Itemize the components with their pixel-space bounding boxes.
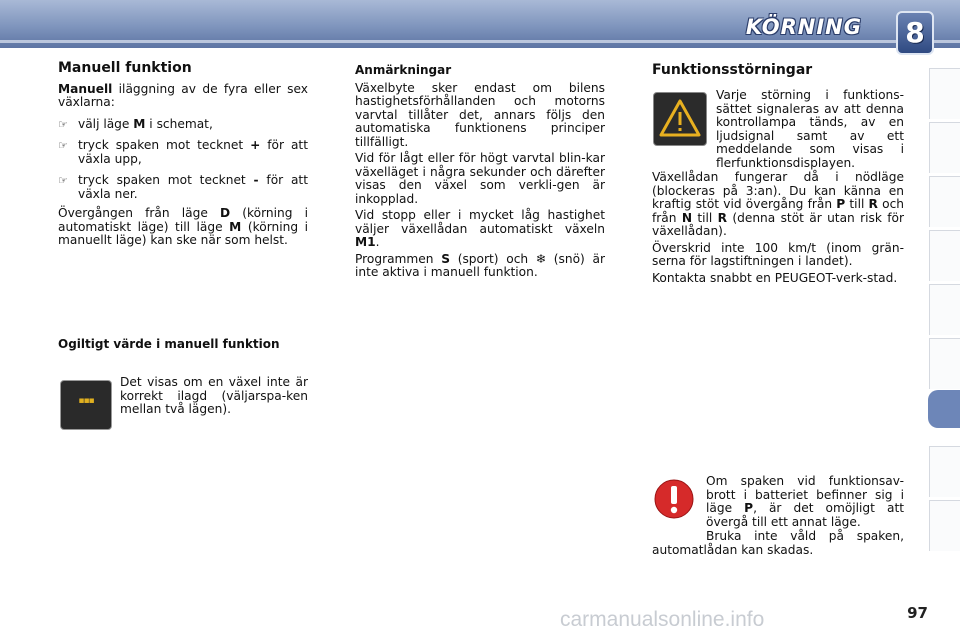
- mode-key: M: [229, 219, 242, 234]
- bullet-text: i schemat,: [145, 116, 213, 131]
- bullet-text: för att växla ner.: [78, 173, 308, 201]
- section-title-malfunctions: Funktionsstörningar: [652, 62, 813, 78]
- gear-key: P: [744, 501, 754, 515]
- snowflake-icon: ❄: [535, 251, 547, 266]
- mode-key: D: [220, 206, 231, 220]
- gear-key: R: [868, 197, 878, 211]
- paragraph-text: Om spaken vid funktionsav-brott i batteriet befinner sig i läge: [706, 474, 904, 515]
- chapter-tab[interactable]: [929, 500, 960, 551]
- bullet-key: +: [250, 138, 261, 152]
- gear-key: N: [681, 210, 693, 225]
- notes-paragraph-2: Vid för lågt eller för högt varvtal blin-kar växelläget i några sekunder och därefter visas den växel som verkli-gen är inkopplad.: [355, 151, 605, 206]
- malfunction-paragraph-3: Kontakta snabbt en PEUGEOT-verk-stad.: [652, 270, 898, 285]
- paragraph-text: (denna stöt är utan risk för växellådan).: [652, 210, 904, 238]
- gear-key: M1: [355, 235, 376, 249]
- bullet-key: M: [133, 116, 146, 131]
- chapter-tab[interactable]: [929, 338, 960, 389]
- transition-paragraph: [58, 207, 308, 248]
- chapter-tab[interactable]: [929, 176, 960, 227]
- paragraph-text: och från: [652, 197, 904, 225]
- section-subtitle-invalid: Ogiltigt värde i manuell funktion: [58, 337, 280, 351]
- alert-paragraph-2: Bruka inte våld på spaken, automatlådan kan skadas.: [652, 529, 904, 557]
- watermark: carmanualsonline.info: [560, 608, 765, 631]
- gear-key: R: [717, 210, 728, 225]
- alert-paragraph-1: [706, 475, 904, 529]
- display-icon: [60, 380, 112, 430]
- chapter-tab[interactable]: [929, 284, 960, 335]
- notes-paragraph-4: [355, 253, 605, 280]
- chapter-tab[interactable]: [929, 68, 960, 119]
- list-item: [58, 118, 308, 132]
- gear-key: P: [836, 197, 846, 211]
- hand-pointing-icon: ☞: [58, 117, 68, 131]
- left-column: [58, 62, 308, 251]
- list-item: [58, 174, 308, 201]
- intro-paragraph: [58, 83, 308, 110]
- right-column-body: [652, 171, 904, 288]
- section-title-manual: Manuell funktion: [58, 60, 192, 76]
- section-title-notes: Anmärkningar: [355, 63, 452, 77]
- warning-triangle-svg: [654, 93, 706, 145]
- paragraph-text: (körning i automatiskt läge) till läge: [58, 206, 308, 234]
- header-stripe: [0, 40, 960, 43]
- notes-paragraph-3: [355, 209, 605, 250]
- paragraph-text: , är det omöjligt att övergå till ett annat läge.: [706, 501, 904, 529]
- paragraph-text: Vid stopp eller i mycket låg hastighet väljer växellådan automatiskt växeln: [355, 208, 605, 236]
- exclamation-circle-icon: [653, 478, 695, 520]
- page-number: 97: [907, 604, 928, 622]
- bullet-text: tryck spaken mot tecknet: [78, 173, 254, 187]
- exclamation-circle-svg: [653, 478, 695, 520]
- paragraph-text: Växellådan fungerar då i nödläge (blockeras på 3:an). Du kan känna en kraftig stöt vid övergång från: [652, 170, 904, 211]
- alert-description: [706, 475, 904, 532]
- invalid-description: Det visas om en växel inte är korrekt ilagd (väljarspa-ken mellan två lägen).: [120, 375, 308, 416]
- bullet-text: för att växla upp,: [78, 138, 308, 166]
- warning-description: Varje störning i funktions-sättet signaleras av att denna kontrollampa tänds, av en ljudsignal samt av ett meddelande som visas i flerfunktionsdisplayen.: [716, 88, 904, 170]
- chapter-tab-active[interactable]: [928, 390, 960, 428]
- paragraph-text: (snö) är inte aktiva i manuell funktion.: [355, 251, 605, 279]
- malfunction-paragraph-1: [652, 171, 904, 239]
- paragraph-text: till: [692, 210, 718, 225]
- notes-paragraph-1: Växelbyte sker endast om bilens hastighetsförhållanden och motorns varvtal tillåter det, annars följs den automatiska funktionens principer tillfälligt.: [355, 80, 605, 149]
- chapter-number-badge: 8: [896, 11, 934, 55]
- display-dashes: ▪▪▪: [78, 396, 94, 406]
- list-item: [58, 139, 308, 166]
- paragraph-text: Programmen: [355, 251, 442, 266]
- middle-column: [355, 64, 605, 283]
- chapter-tab[interactable]: [929, 446, 960, 497]
- warning-triangle-icon: [653, 92, 707, 146]
- paragraph-text: (sport) och: [450, 251, 536, 266]
- bullet-key: -: [253, 173, 259, 187]
- hand-pointing-icon: ☞: [58, 139, 68, 152]
- bullet-text: tryck spaken mot tecknet: [78, 138, 251, 152]
- chapter-tab[interactable]: [929, 230, 960, 281]
- hand-pointing-icon: ☞: [58, 174, 68, 187]
- bullet-text: välj läge: [78, 116, 134, 131]
- intro-bold: Manuell: [58, 81, 113, 96]
- chapter-tab[interactable]: [929, 122, 960, 173]
- paragraph-text: (körning i manuellt läge) kan ske när som helst.: [58, 219, 308, 247]
- program-key: S: [441, 251, 450, 266]
- chapter-tabs: [928, 68, 960, 578]
- intro-text: iläggning av de fyra eller sex växlarna:: [58, 81, 308, 109]
- malfunction-paragraph-2: Överskrid inte 100 km/t (inom grän-serna för lagstiftningen i landet).: [652, 240, 904, 268]
- paragraph-text: .: [375, 235, 380, 249]
- chapter-title: KÖRNING: [745, 15, 862, 39]
- paragraph-text: Övergången från läge: [58, 206, 220, 220]
- paragraph-text: till: [845, 197, 869, 211]
